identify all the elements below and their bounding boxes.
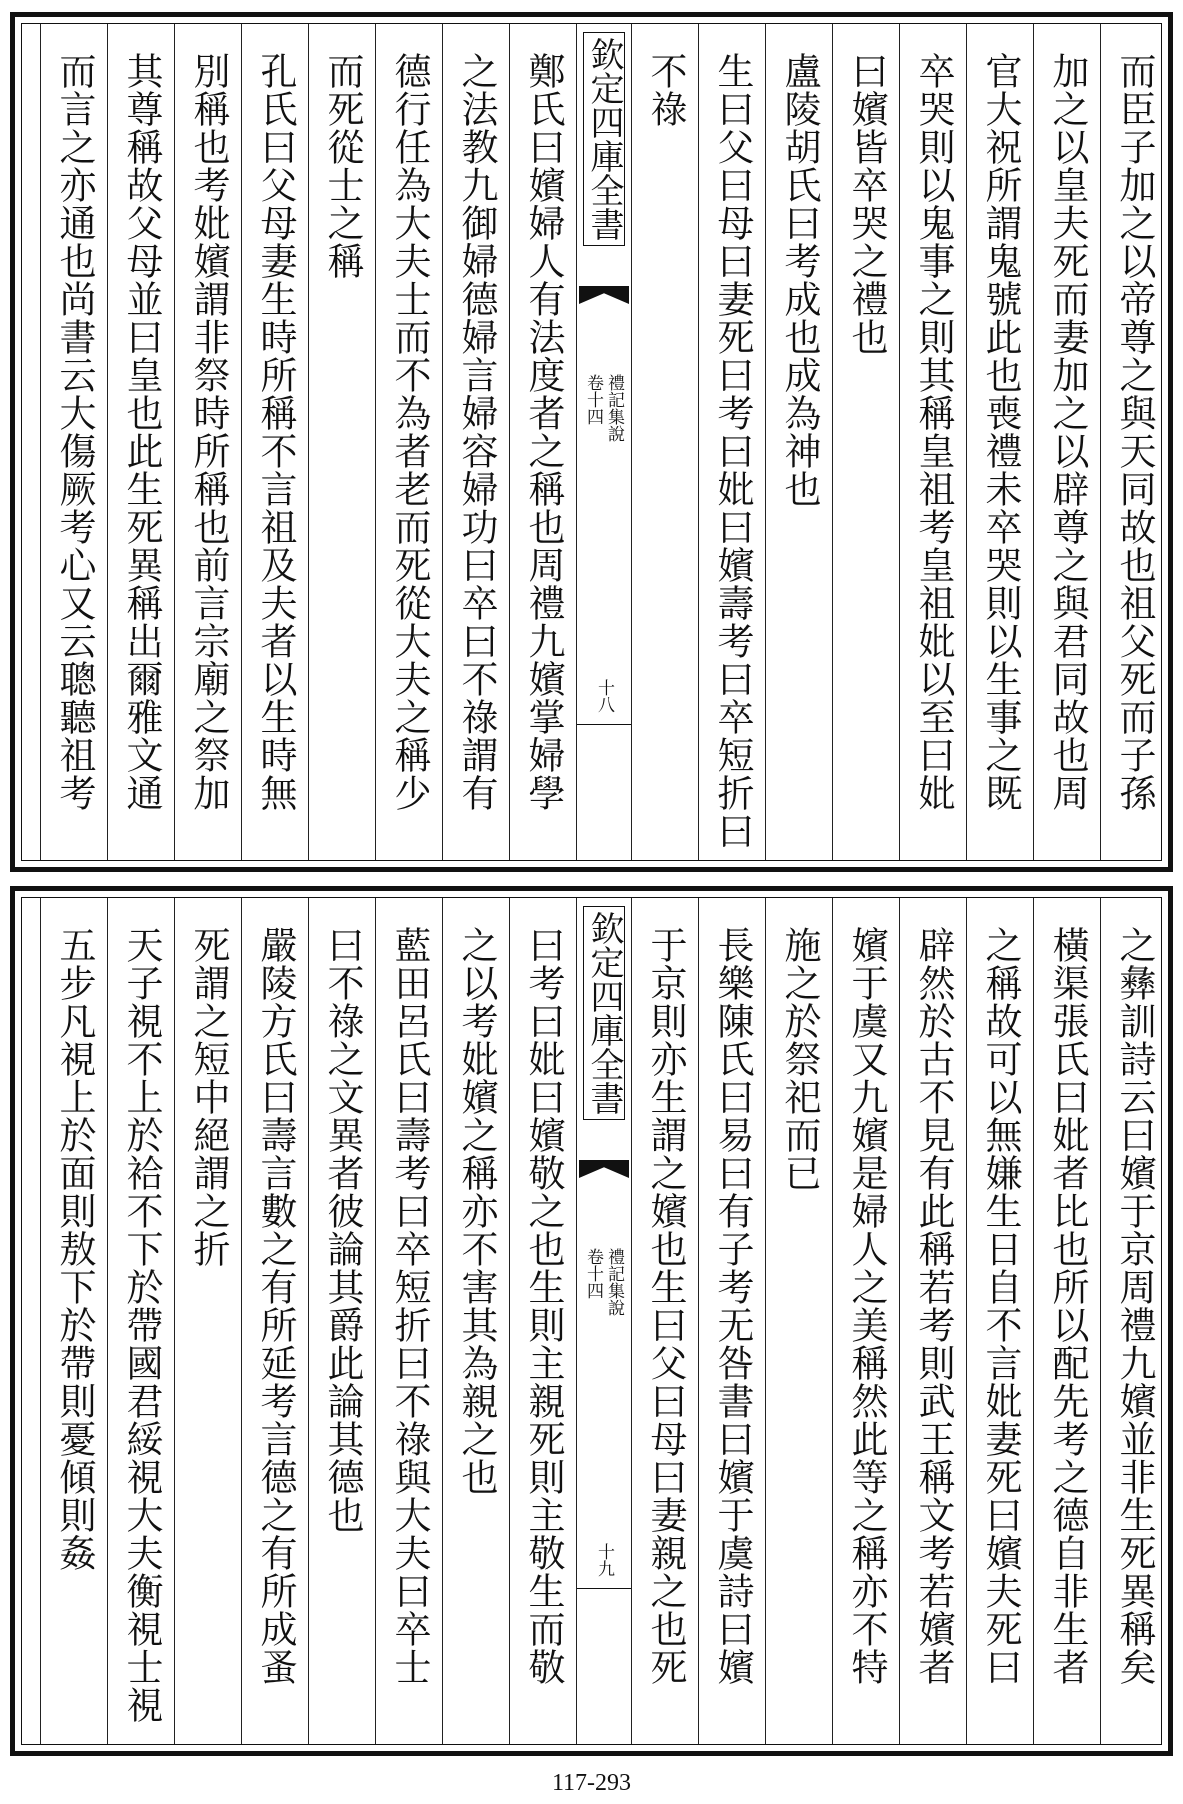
fold-book-title: 禮記集說 — [604, 1248, 624, 1316]
text-column — [765, 898, 832, 1744]
text-column — [40, 24, 107, 860]
fold-book-title: 禮記集說 — [604, 374, 624, 442]
text-column — [174, 898, 241, 1744]
fold-page-number: 十八 — [594, 679, 614, 713]
top-page-frame — [21, 23, 1162, 861]
text-column — [107, 898, 174, 1744]
column-text: 五步凡視上於面則敖下於帶則憂傾則姦 — [53, 926, 96, 1572]
bottom-page-frame — [21, 897, 1162, 1745]
fold-page-number: 十九 — [594, 1543, 614, 1577]
fold-volume: 卷十四 — [583, 1248, 603, 1299]
column-text: 藍田呂氏曰壽考曰卒短折曰不祿與大夫曰卒士 — [388, 926, 431, 1686]
text-column — [1100, 24, 1166, 860]
text-column — [375, 898, 442, 1744]
fold-divider — [577, 724, 631, 725]
column-text: 施之於祭祀而已 — [778, 926, 821, 1192]
text-column — [375, 24, 442, 860]
text-column — [631, 898, 698, 1744]
text-column — [966, 898, 1033, 1744]
column-text: 盧陵胡氏曰考成也成為神也 — [778, 52, 821, 508]
fold-title: 欽定四庫全書 — [583, 906, 625, 1120]
column-text: 而臣子加之以帝尊之與天同故也祖父死而子孫 — [1113, 52, 1156, 812]
text-column — [40, 898, 107, 1744]
column-text: 之稱故可以無嫌生日自不言妣妻死曰嬪夫死曰 — [979, 926, 1022, 1686]
fold-column — [576, 898, 631, 1744]
text-column — [899, 24, 966, 860]
fishtail-mark — [579, 286, 629, 304]
column-text: 辟然於古不見有此稱若考則武王稱文考若嬪者 — [912, 926, 955, 1686]
column-text: 曰嬪皆卒哭之禮也 — [845, 52, 888, 356]
text-column — [1033, 24, 1100, 860]
column-text: 孔氏曰父母妻生時所稱不言祖及夫者以生時無 — [254, 52, 297, 812]
column-text: 不祿 — [644, 52, 687, 128]
text-column — [832, 898, 899, 1744]
text-column — [174, 24, 241, 860]
column-text: 加之以皇夫死而妻加之以辟尊之與君同故也周 — [1046, 52, 1089, 812]
column-text: 其尊稱故父母並曰皇也此生死異稱出爾雅文通 — [120, 52, 163, 812]
text-column — [241, 898, 308, 1744]
fold-title: 欽定四庫全書 — [583, 32, 625, 246]
column-text: 嬪于虞又九嬪是婦人之美稱然此等之稱亦不特 — [845, 926, 888, 1686]
column-text: 別稱也考妣嬪謂非祭時所稱也前言宗廟之祭加 — [187, 52, 230, 812]
column-text: 橫渠張氏曰妣者比也所以配先考之德自非生者 — [1046, 926, 1089, 1686]
column-text: 而言之亦通也尚書云大傷厥考心又云聰聽祖考 — [53, 52, 96, 812]
column-text: 曰考曰妣曰嬪敬之也生則主親死則主敬生而敬 — [522, 926, 565, 1686]
fold-divider — [577, 1588, 631, 1589]
text-column — [442, 24, 509, 860]
column-text: 之以考妣嬪之稱亦不害其為親之也 — [455, 926, 498, 1496]
fold-volume: 卷十四 — [583, 374, 603, 425]
fishtail-mark — [579, 1160, 629, 1178]
text-column — [1033, 898, 1100, 1744]
column-text: 長樂陳氏曰易曰有子考无咎書曰嬪于虞詩曰嬪 — [711, 926, 754, 1686]
bottom-page — [10, 886, 1173, 1756]
column-text: 于京則亦生謂之嬪也生曰父曰母曰妻親之也死 — [644, 926, 687, 1686]
column-text: 卒哭則以鬼事之則其稱皇祖考皇祖妣以至曰妣 — [912, 52, 955, 812]
text-column — [966, 24, 1033, 860]
column-text: 嚴陵方氏曰壽言數之有所延考言德之有所成蚤 — [254, 926, 297, 1686]
fold-column — [576, 24, 631, 860]
text-column — [1100, 898, 1166, 1744]
text-column — [631, 24, 698, 860]
text-column — [698, 898, 765, 1744]
text-column — [308, 898, 375, 1744]
text-column — [442, 898, 509, 1744]
text-column — [509, 898, 576, 1744]
text-column — [509, 24, 576, 860]
column-text: 鄭氏曰嬪婦人有法度者之稱也周禮九嬪掌婦學 — [522, 52, 565, 812]
column-text: 之彝訓詩云曰嬪于京周禮九嬪並非生死異稱矣 — [1113, 926, 1156, 1686]
column-text: 之法教九御婦德婦言婦容婦功曰卒曰不祿謂有 — [455, 52, 498, 812]
column-text: 德行任為大夫士而不為者老而死從大夫之稱少 — [388, 52, 431, 812]
column-text: 生曰父曰母曰妻死曰考曰妣曰嬪壽考曰卒短折曰 — [711, 52, 754, 850]
column-text: 天子視不上於袷不下於帶國君綏視大夫衡視士視 — [120, 926, 163, 1724]
top-page — [10, 12, 1173, 872]
text-column — [899, 898, 966, 1744]
column-text: 死謂之短中絕謂之折 — [187, 926, 230, 1268]
text-column — [308, 24, 375, 860]
column-text: 官大祝所謂鬼號此也喪禮未卒哭則以生事之既 — [979, 52, 1022, 812]
page-footer-number: 117-293 — [551, 1770, 632, 1796]
text-column — [832, 24, 899, 860]
column-text: 而死從士之稱 — [321, 52, 364, 280]
text-column — [241, 24, 308, 860]
text-column — [765, 24, 832, 860]
column-text: 曰不祿之文異者彼論其爵此論其德也 — [321, 926, 364, 1534]
text-column — [698, 24, 765, 860]
text-column — [107, 24, 174, 860]
